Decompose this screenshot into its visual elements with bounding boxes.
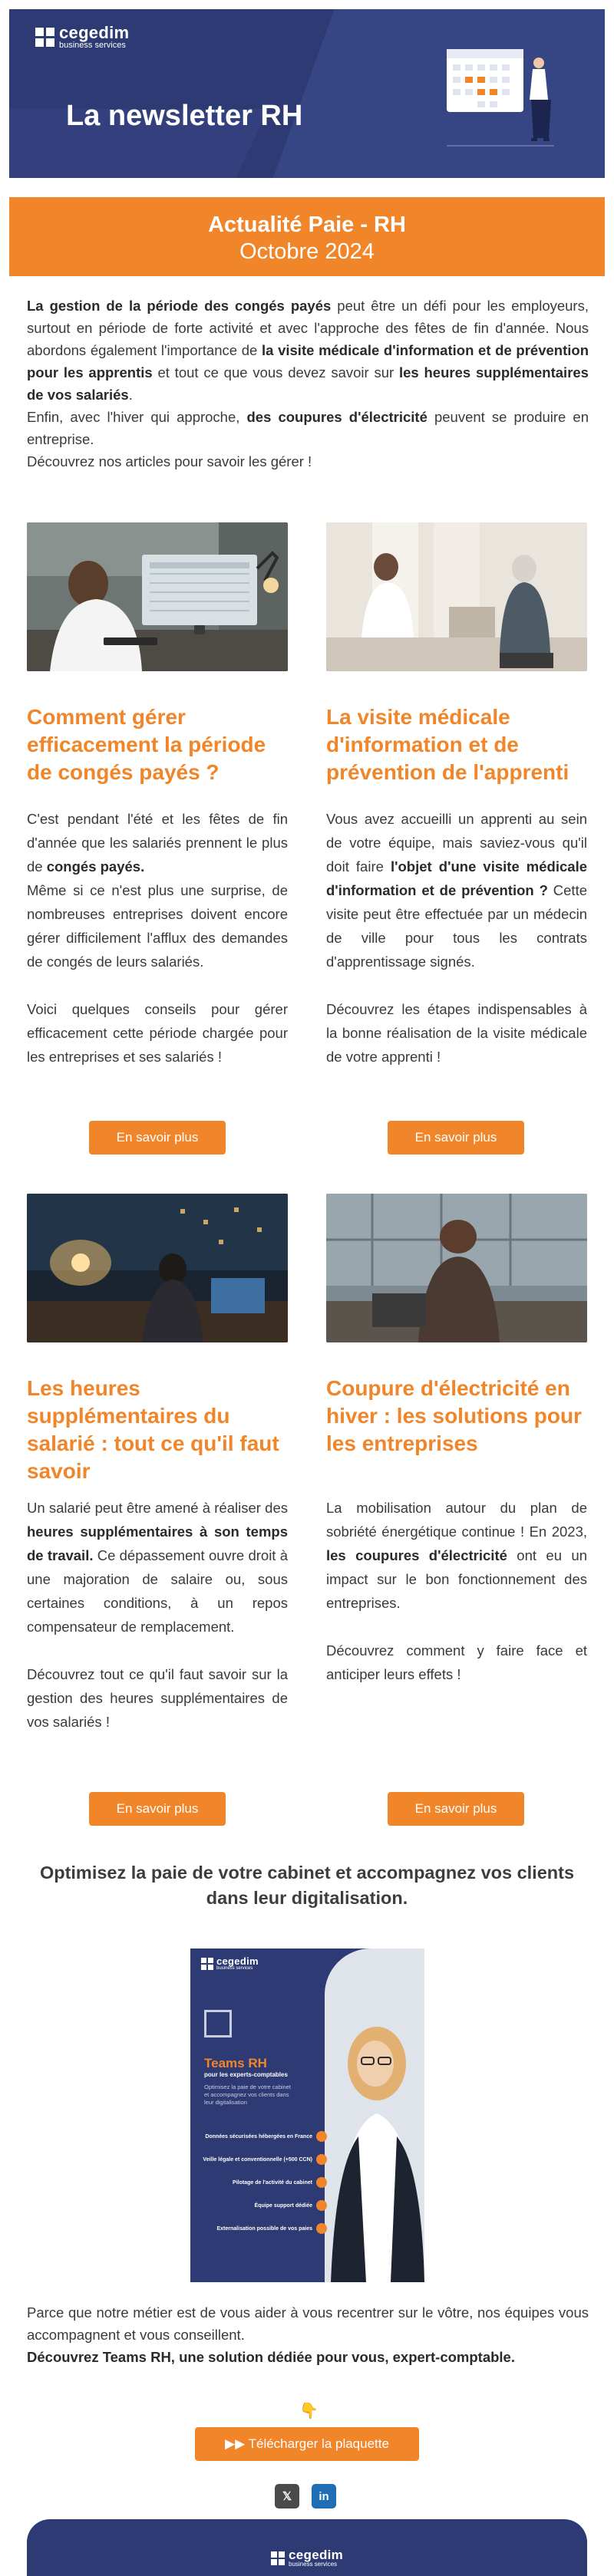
read-more-button-coupure-electricite[interactable]: En savoir plus [388, 1792, 524, 1826]
article-paragraph: Voici quelques conseils pour gérer efficacement cette période chargée pour les entreprises et ses salariés ! [27, 1001, 288, 1065]
intro-bold-2: la visite médicale d'information et de prévention pour les apprentis [27, 342, 589, 380]
article-bold: l'objet d'une visite médicale d'information et de prévention ? [326, 858, 587, 898]
promo-paragraph: Parce que notre métier est de vous aider à vous recentrer sur le vôtre, nos équipes vous accompagnent et vous conseillent. [27, 2304, 589, 2343]
edition-date: Octobre 2024 [239, 239, 375, 264]
edition-title: Actualité Paie - RH [208, 212, 406, 237]
logo-icon [35, 28, 54, 47]
article-image-coupure-electricite[interactable] [326, 1194, 587, 1342]
intro-bold-4: des coupures d'électricité [246, 409, 427, 425]
promo-text [27, 2301, 589, 2368]
article-title-heures-sup[interactable]: Les heures supplémentaires du salarié : tout ce qu'il faut savoir [27, 1376, 279, 1483]
footer [27, 2519, 587, 2576]
feature-label: Externalisation possible de vos paies [216, 2225, 312, 2232]
feature-icon [316, 2200, 327, 2211]
article-body-coupure-electricite [326, 1496, 587, 1686]
promo-title: Optimisez la paie de votre cabinet et accompagnez vos clients dans leur digitalisation. [39, 1863, 575, 1908]
teams-rh-brochure[interactable] [190, 1948, 424, 2282]
intro-paragraph [27, 295, 589, 406]
logo-sub: business services [59, 41, 126, 50]
article-paragraph: Même si ce n'est plus une surprise, de nombreuses entreprises doivent encore gérer difficilement l'afflux des demandes de congés de leurs salariés. [27, 882, 288, 970]
logo-name: cegedim [289, 2548, 344, 2562]
article-title-visite-medicale[interactable]: La visite médicale d'information et de prévention de l'apprenti [326, 705, 569, 784]
article-paragraph: Découvrez les étapes indispensables à la bonne réalisation de la visite médicale de votre apprenti ! [326, 1001, 587, 1065]
logo-sub: business services [216, 1966, 253, 1971]
article-paragraph: Découvrez tout ce qu'il faut savoir sur la gestion des heures supplémentaires de vos salariés ! [27, 1666, 288, 1730]
x-twitter-icon[interactable]: 𝕏 [275, 2484, 299, 2508]
article-text: Cette visite peut être effectuée par un médecin de ville pour tous les contrats d'apprentissage signés. [326, 882, 587, 970]
article-image-conges[interactable] [27, 522, 288, 671]
feature-label: Données sécurisées hébergées en France [205, 2133, 312, 2140]
woman-photo-icon [325, 1979, 424, 2282]
article-text: C'est pendant l'été et les fêtes de fin d'année que les salariés prennent le plus de [27, 811, 288, 875]
footer-logo[interactable] [271, 2548, 343, 2568]
feature-label: Pilotage de l'activité du cabinet [233, 2179, 312, 2186]
article-text: Vous avez accueilli un apprenti au sein de votre équipe, mais saviez-vous qu'il doit faire [326, 811, 587, 875]
article-paragraph [27, 807, 288, 878]
feature-item [196, 2194, 327, 2217]
read-more-button-heures-sup[interactable]: En savoir plus [89, 1792, 226, 1826]
read-more-button-conges[interactable]: En savoir plus [89, 1121, 226, 1155]
feature-item [196, 2125, 327, 2148]
article-bold: heures supplémentaires à son temps de travail. [27, 1524, 288, 1563]
feature-label: Équipe support dédiée [254, 2202, 312, 2209]
intro-text-4: Enfin, avec l'hiver qui approche, [27, 409, 247, 425]
brochure-logo [201, 1956, 259, 1971]
article-text: Un salarié peut être amené à réaliser des [27, 1500, 288, 1516]
feature-icon [316, 2131, 327, 2142]
article-body-conges [27, 807, 288, 1069]
article-paragraph [326, 807, 587, 973]
intro-paragraph [27, 406, 589, 450]
brochure-product: Teams RH [204, 2056, 267, 2070]
logo-name: cegedim [216, 1955, 259, 1967]
page-title: La newsletter RH [66, 100, 303, 132]
intro-paragraph: Découvrez nos articles pour savoir les gérer ! [27, 453, 312, 469]
read-more-button-visite-medicale[interactable]: En savoir plus [388, 1121, 524, 1155]
article-title-coupure-electricite[interactable]: Coupure d'électricité en hiver : les solutions pour les entreprises [326, 1376, 582, 1455]
linkedin-icon[interactable]: in [312, 2484, 336, 2508]
newsletter-header [9, 9, 605, 178]
brochure-desc: Optimisez la paie de votre cabinet et accompagnez vos clients dans leur digitalisation [204, 2084, 291, 2106]
logo-name: cegedim [59, 23, 130, 42]
logo-sub: business services [289, 2561, 338, 2568]
article-body-visite-medicale [326, 807, 587, 1069]
brochure-subtitle: pour les experts-comptables [204, 2071, 288, 2078]
download-brochure-button[interactable]: ▶▶ Télécharger la plaquette [195, 2427, 419, 2461]
logo-icon [201, 1958, 213, 1970]
intro-bold-3: les heures supplémentaires de vos salariés [27, 364, 589, 403]
pointing-down-icon: 👇 [299, 2403, 319, 2420]
feature-label: Veille légale et conventionnelle (+500 CCN) [203, 2156, 312, 2163]
article-paragraph [27, 1496, 288, 1639]
intro-text-3: . [128, 387, 133, 403]
article-body-heures-sup [27, 1496, 288, 1734]
feature-item [196, 2171, 327, 2194]
brochure-icon [204, 2010, 232, 2037]
article-title-conges[interactable]: Comment gérer efficacement la période de congés payés ? [27, 705, 266, 784]
intro-text-1: peut être un défi pour les employeurs, surtout en période de forte activité et avec l'approche des fêtes de fin d'année. Nous abordons également l'importance de [27, 298, 589, 358]
promo-paragraph-bold: Découvrez Teams RH, une solution dédiée pour vous, expert-comptable. [27, 2349, 515, 2365]
article-bold: congés payés. [46, 858, 145, 875]
edition-banner [9, 197, 605, 276]
article-image-visite-medicale[interactable] [326, 522, 587, 671]
intro-text [27, 295, 589, 473]
article-paragraph [326, 1496, 587, 1615]
article-text: ont eu un impact sur le bon fonctionnement des entreprises. [326, 1547, 587, 1611]
calendar-illustration-icon [439, 41, 562, 156]
article-paragraph: Découvrez comment y faire face et anticiper leurs effets ! [326, 1642, 587, 1682]
feature-icon [316, 2223, 327, 2234]
intro-text-5: peuvent se produire en entreprise. [27, 409, 589, 447]
feature-icon [316, 2177, 327, 2188]
intro-bold-1: La gestion de la période des congés payés [27, 298, 332, 314]
article-text: Ce dépassement ouvre droit à une majoration de salaire ou, sous certaines conditions, à un repos compensateur de remplacement. [27, 1547, 288, 1635]
logo-icon [271, 2551, 285, 2565]
intro-text-2: et tout ce que vous devez savoir sur [152, 364, 399, 380]
feature-item [196, 2217, 327, 2240]
feature-item [196, 2148, 327, 2171]
article-image-heures-sup[interactable] [27, 1194, 288, 1342]
article-text: La mobilisation autour du plan de sobriété énergétique continue ! En 2023, [326, 1500, 587, 1540]
brochure-features [196, 2125, 327, 2240]
article-bold: les coupures d'électricité [326, 1547, 507, 1563]
cegedim-logo[interactable] [35, 25, 129, 50]
feature-icon [316, 2154, 327, 2165]
